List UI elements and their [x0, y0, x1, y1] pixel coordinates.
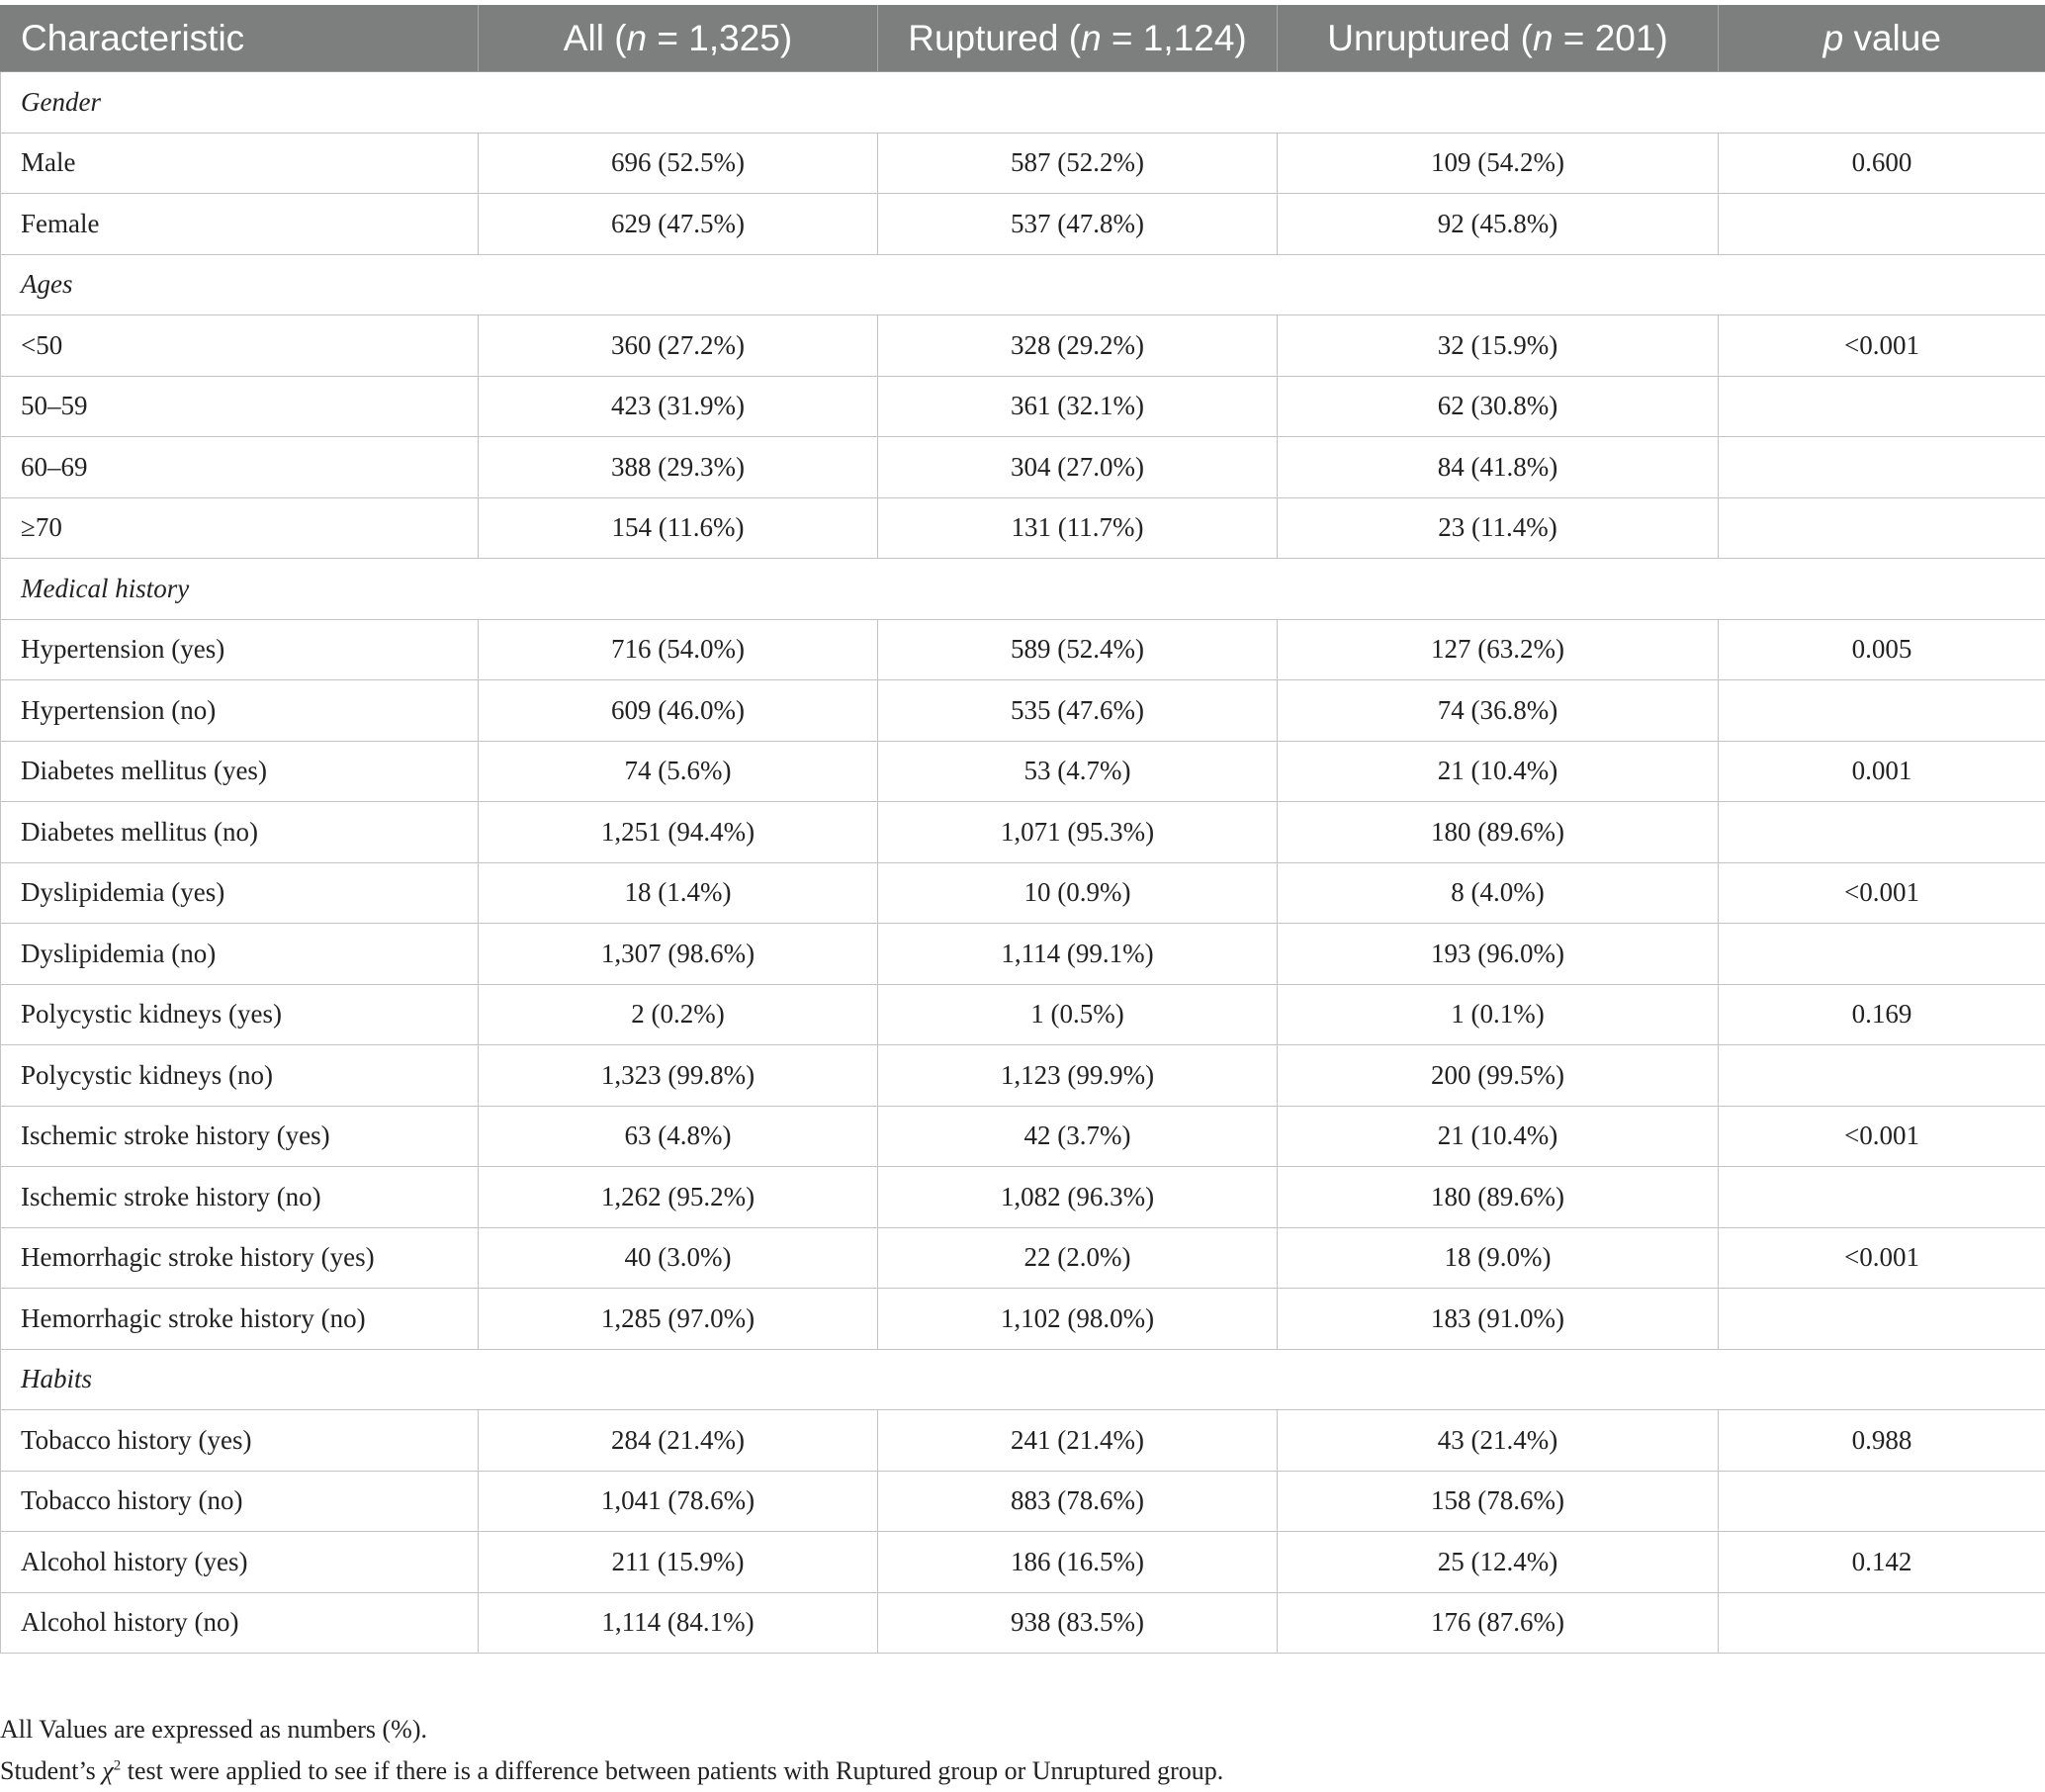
cell-unruptured: 109 (54.2%): [1278, 133, 1719, 194]
cell-p-value: [1719, 924, 2045, 985]
cell-ruptured: 883 (78.6%): [878, 1471, 1278, 1532]
cell-label: Polycystic kidneys (no): [1, 1045, 479, 1107]
table-row: [1, 1106, 2045, 1167]
table-row: [1, 315, 2045, 377]
header-ruptured-n: n: [1081, 18, 1102, 58]
section-label: Ages: [1, 254, 2045, 315]
cell-all: 1,251 (94.4%): [479, 802, 878, 863]
cell-unruptured: 23 (11.4%): [1278, 497, 1719, 559]
cell-unruptured: 92 (45.8%): [1278, 194, 1719, 255]
header-ruptured-post: = 1,124): [1102, 18, 1247, 58]
cell-all: 696 (52.5%): [479, 133, 878, 194]
section-label: Habits: [1, 1349, 2045, 1410]
cell-label: Dyslipidemia (no): [1, 924, 479, 985]
header-all-pre: All (: [564, 18, 627, 58]
cell-all: 1,323 (99.8%): [479, 1045, 878, 1107]
cell-p-value: 0.001: [1719, 741, 2045, 802]
cell-p-value: [1719, 1592, 2045, 1654]
footnote-values: All Values are expressed as numbers (%).: [0, 1709, 2045, 1750]
cell-ruptured: 535 (47.6%): [878, 680, 1278, 742]
cell-label: Hemorrhagic stroke history (no): [1, 1289, 479, 1350]
table-row: [1, 194, 2045, 255]
cell-ruptured: 537 (47.8%): [878, 194, 1278, 255]
cell-label: Hypertension (no): [1, 680, 479, 742]
cell-unruptured: 200 (99.5%): [1278, 1045, 1719, 1107]
table-row: [1, 1532, 2045, 1593]
table-row: [1, 497, 2045, 559]
cell-p-value: [1719, 194, 2045, 255]
cell-label: Alcohol history (no): [1, 1592, 479, 1654]
cell-unruptured: 158 (78.6%): [1278, 1471, 1719, 1532]
cell-ruptured: 186 (16.5%): [878, 1532, 1278, 1593]
cell-label: <50: [1, 315, 479, 377]
cell-all: 1,307 (98.6%): [479, 924, 878, 985]
table-row: [1, 741, 2045, 802]
cell-unruptured: 84 (41.8%): [1278, 437, 1719, 498]
cell-label: Tobacco history (yes): [1, 1410, 479, 1472]
section-label: Gender: [1, 72, 2045, 134]
cell-all: 74 (5.6%): [479, 741, 878, 802]
cell-p-value: <0.001: [1719, 1227, 2045, 1289]
cell-unruptured: 62 (30.8%): [1278, 376, 1719, 437]
cell-all: 1,114 (84.1%): [479, 1592, 878, 1654]
cell-all: 423 (31.9%): [479, 376, 878, 437]
cell-p-value: 0.988: [1719, 1410, 2045, 1472]
cell-label: Alcohol history (yes): [1, 1532, 479, 1593]
cell-p-value: [1719, 497, 2045, 559]
cell-unruptured: 18 (9.0%): [1278, 1227, 1719, 1289]
cell-all: 609 (46.0%): [479, 680, 878, 742]
cell-unruptured: 25 (12.4%): [1278, 1532, 1719, 1593]
cell-all: 1,041 (78.6%): [479, 1471, 878, 1532]
cell-p-value: [1719, 376, 2045, 437]
header-all: [479, 5, 878, 72]
table-row: [1, 924, 2045, 985]
cell-all: 2 (0.2%): [479, 984, 878, 1045]
header-all-post: = 1,325): [647, 18, 792, 58]
cell-p-value: <0.001: [1719, 1106, 2045, 1167]
table-row: [1, 862, 2045, 924]
header-unruptured-post: = 201): [1554, 18, 1668, 58]
cell-unruptured: 8 (4.0%): [1278, 862, 1719, 924]
cell-unruptured: 21 (10.4%): [1278, 741, 1719, 802]
header-characteristic: [1, 5, 479, 72]
cell-p-value: 0.169: [1719, 984, 2045, 1045]
cell-all: 1,262 (95.2%): [479, 1167, 878, 1228]
cell-ruptured: 1,102 (98.0%): [878, 1289, 1278, 1350]
table-row: [1, 1045, 2045, 1107]
cell-label: ≥70: [1, 497, 479, 559]
footnote-test: [0, 1750, 2045, 1792]
table-row: [1, 376, 2045, 437]
cell-ruptured: 131 (11.7%): [878, 497, 1278, 559]
table-row: [1, 1410, 2045, 1472]
cell-unruptured: 43 (21.4%): [1278, 1410, 1719, 1472]
cell-p-value: 0.005: [1719, 619, 2045, 680]
cell-all: 63 (4.8%): [479, 1106, 878, 1167]
cell-label: Dyslipidemia (yes): [1, 862, 479, 924]
cell-p-value: <0.001: [1719, 315, 2045, 377]
header-all-n: n: [627, 18, 648, 58]
section-row: [1, 254, 2045, 315]
cell-label: 50–59: [1, 376, 479, 437]
cell-all: 716 (54.0%): [479, 619, 878, 680]
cell-ruptured: 328 (29.2%): [878, 315, 1278, 377]
cell-label: Male: [1, 133, 479, 194]
cell-label: Polycystic kidneys (yes): [1, 984, 479, 1045]
cell-label: Ischemic stroke history (yes): [1, 1106, 479, 1167]
cell-all: 629 (47.5%): [479, 194, 878, 255]
table-row: [1, 984, 2045, 1045]
cell-all: 40 (3.0%): [479, 1227, 878, 1289]
header-p-italic: p: [1823, 18, 1844, 58]
table-row: [1, 1167, 2045, 1228]
cell-ruptured: 22 (2.0%): [878, 1227, 1278, 1289]
cell-p-value: [1719, 680, 2045, 742]
cell-p-value: [1719, 1471, 2045, 1532]
cell-ruptured: 1,082 (96.3%): [878, 1167, 1278, 1228]
cell-all: 360 (27.2%): [479, 315, 878, 377]
cell-all: 18 (1.4%): [479, 862, 878, 924]
section-row: [1, 1349, 2045, 1410]
cell-ruptured: 587 (52.2%): [878, 133, 1278, 194]
cell-ruptured: 361 (32.1%): [878, 376, 1278, 437]
table-row: [1, 802, 2045, 863]
cell-p-value: 0.600: [1719, 133, 2045, 194]
cell-label: Hemorrhagic stroke history (yes): [1, 1227, 479, 1289]
cell-ruptured: 1,123 (99.9%): [878, 1045, 1278, 1107]
cell-unruptured: 176 (87.6%): [1278, 1592, 1719, 1654]
characteristics-table: [0, 5, 2045, 1654]
cell-all: 211 (15.9%): [479, 1532, 878, 1593]
cell-unruptured: 180 (89.6%): [1278, 1167, 1719, 1228]
footnote-test-pre: Student’s: [0, 1756, 102, 1785]
cell-p-value: [1719, 1289, 2045, 1350]
cell-label: 60–69: [1, 437, 479, 498]
cell-ruptured: 42 (3.7%): [878, 1106, 1278, 1167]
table-row: [1, 619, 2045, 680]
cell-p-value: [1719, 802, 2045, 863]
cell-all: 154 (11.6%): [479, 497, 878, 559]
section-row: [1, 72, 2045, 134]
cell-p-value: 0.142: [1719, 1532, 2045, 1593]
cell-unruptured: 32 (15.9%): [1278, 315, 1719, 377]
section-row: [1, 559, 2045, 620]
cell-unruptured: 74 (36.8%): [1278, 680, 1719, 742]
cell-ruptured: 241 (21.4%): [878, 1410, 1278, 1472]
cell-ruptured: 1,114 (99.1%): [878, 924, 1278, 985]
header-unruptured: [1278, 5, 1719, 72]
header-characteristic-text: Characteristic: [21, 18, 244, 58]
cell-ruptured: 53 (4.7%): [878, 741, 1278, 802]
cell-label: Tobacco history (no): [1, 1471, 479, 1532]
footnote-chi-symbol: χ: [102, 1756, 113, 1785]
cell-label: Ischemic stroke history (no): [1, 1167, 479, 1228]
cell-ruptured: 1 (0.5%): [878, 984, 1278, 1045]
cell-ruptured: 938 (83.5%): [878, 1592, 1278, 1654]
cell-all: 284 (21.4%): [479, 1410, 878, 1472]
header-unruptured-n: n: [1533, 18, 1554, 58]
table-footnotes: [0, 1709, 2045, 1792]
cell-p-value: <0.001: [1719, 862, 2045, 924]
cell-unruptured: 183 (91.0%): [1278, 1289, 1719, 1350]
header-ruptured: [878, 5, 1278, 72]
footnote-chi-superscript: 2: [114, 1757, 122, 1773]
cell-label: Hypertension (yes): [1, 619, 479, 680]
cell-label: Female: [1, 194, 479, 255]
cell-label: Diabetes mellitus (no): [1, 802, 479, 863]
cell-p-value: [1719, 1045, 2045, 1107]
characteristics-table-container: [0, 5, 2045, 1654]
table-row: [1, 437, 2045, 498]
header-unruptured-pre: Unruptured (: [1327, 18, 1533, 58]
cell-ruptured: 10 (0.9%): [878, 862, 1278, 924]
table-row: [1, 680, 2045, 742]
cell-ruptured: 1,071 (95.3%): [878, 802, 1278, 863]
cell-ruptured: 304 (27.0%): [878, 437, 1278, 498]
cell-unruptured: 180 (89.6%): [1278, 802, 1719, 863]
table-header: [1, 5, 2045, 72]
section-label: Medical history: [1, 559, 2045, 620]
table-row: [1, 1227, 2045, 1289]
header-ruptured-pre: Ruptured (: [908, 18, 1081, 58]
cell-unruptured: 193 (96.0%): [1278, 924, 1719, 985]
cell-ruptured: 589 (52.4%): [878, 619, 1278, 680]
cell-all: 388 (29.3%): [479, 437, 878, 498]
cell-p-value: [1719, 1167, 2045, 1228]
footnote-test-post: test were applied to see if there is a difference between patients with Ruptured group or Unruptured group.: [121, 1756, 1223, 1785]
cell-p-value: [1719, 437, 2045, 498]
header-p-rest: value: [1843, 18, 1941, 58]
table-row: [1, 133, 2045, 194]
cell-unruptured: 1 (0.1%): [1278, 984, 1719, 1045]
cell-label: Diabetes mellitus (yes): [1, 741, 479, 802]
cell-all: 1,285 (97.0%): [479, 1289, 878, 1350]
table-row: [1, 1592, 2045, 1654]
header-p-value: [1719, 5, 2045, 72]
table-row: [1, 1471, 2045, 1532]
table-body: [1, 72, 2045, 1654]
header-row: [1, 5, 2045, 72]
cell-unruptured: 21 (10.4%): [1278, 1106, 1719, 1167]
cell-unruptured: 127 (63.2%): [1278, 619, 1719, 680]
table-row: [1, 1289, 2045, 1350]
